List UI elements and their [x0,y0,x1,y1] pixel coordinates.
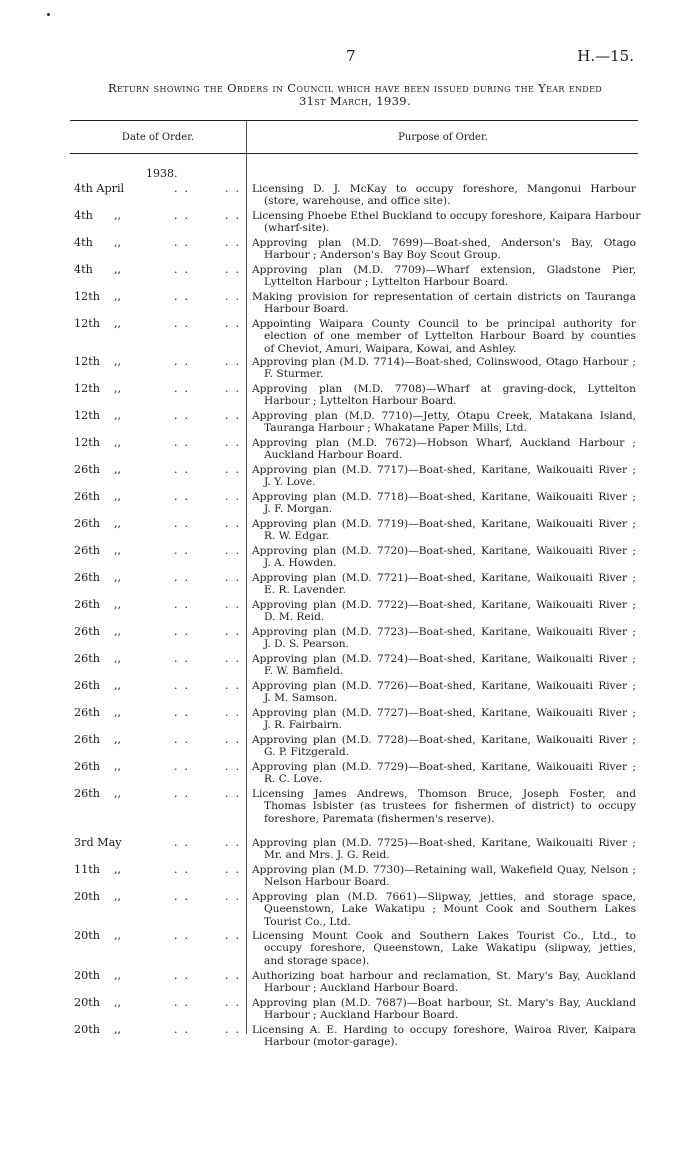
ditto-mark: ,, [114,625,121,638]
ditto-mark: ,, [114,679,121,692]
table-row [0,491,700,519]
ditto-mark: ,, [114,317,121,330]
leader-dots: .. [225,969,246,982]
top-rule [70,120,638,121]
order-date: 26th [74,625,100,638]
order-date: 11th [74,863,100,876]
document-reference: H.—15. [577,47,634,65]
table-row [0,572,700,600]
column-header-purpose: Purpose of Order. [398,132,488,143]
purpose-line: Licensing A. E. Harding to occupy foreshore, Wairoa River, Kaipara [252,1024,636,1036]
purpose-line: Thomas Isbister (as trustees for fishermen of district) to occupy [264,800,636,813]
ditto-mark: ,, [114,355,121,368]
table-row [0,264,700,292]
order-date: 4th [74,209,93,222]
order-purpose [252,788,636,825]
order-purpose [252,464,636,489]
leader-dots: .. [174,863,195,876]
purpose-line: Harbour ; Auckland Harbour Board. [264,1009,459,1022]
purpose-line: J. D. S. Pearson. [264,638,349,651]
table-row [0,787,700,825]
table-row [0,890,700,928]
order-date: 26th [74,571,100,584]
leader-dots: .. [225,290,246,303]
purpose-line: (store, warehouse, and office site). [264,195,451,208]
purpose-line: Harbour (motor-garage). [264,1036,398,1049]
ditto-mark: ,, [114,490,121,503]
purpose-line: Approving plan (M.D. 7661)—Slipway, jetties, and storage space, [252,891,636,903]
purpose-line: Approving plan (M.D. 7717)—Boat-shed, Karitane, Waikouaiti River ; [252,464,636,476]
order-date: 26th [74,679,100,692]
purpose-line: Approving plan (M.D. 7730)—Retaining wall, Wakefield Quay, Nelson ; [252,864,636,876]
order-date: 26th [74,490,100,503]
page-title [70,82,640,108]
order-date: 20th [74,1023,100,1036]
purpose-line: Harbour ; Auckland Harbour Board. [264,982,459,995]
ditto-mark: ,, [114,382,121,395]
table-row [0,183,700,211]
leader-dots: .. [174,544,195,557]
order-date: 26th [74,733,100,746]
leader-dots: .. [174,463,195,476]
purpose-line: J. R. Fairbairn. [264,719,343,732]
table-row [0,929,700,967]
table-row [0,356,700,384]
title-line-2: 31st March, 1939. [299,94,411,108]
leader-dots: .. [225,836,246,849]
order-purpose [252,599,636,624]
leader-dots: .. [225,236,246,249]
order-purpose [252,761,636,786]
leader-dots: .. [225,317,246,330]
purpose-line: election of one member of Lyttelton Harbour Board by counties [264,330,636,343]
purpose-line: Approving plan (M.D. 7718)—Boat-shed, Karitane, Waikouaiti River ; [252,491,636,503]
purpose-line: R. C. Love. [264,773,323,786]
purpose-line: Harbour ; Lyttelton Harbour Board. [264,395,457,408]
purpose-line: Approving plan (M.D. 7725)—Boat-shed, Karitane, Waikouaiti River ; [252,837,636,849]
order-date: 12th [74,290,100,303]
order-date: 26th [74,787,100,800]
purpose-line: E. R. Lavender. [264,584,346,597]
purpose-line: Making provision for representation of certain districts on Tauranga [252,291,636,303]
purpose-line: Licensing Mount Cook and Southern Lakes Tourist Co., Ltd., to [252,930,636,942]
leader-dots: .. [174,625,195,638]
table-row [0,518,700,546]
table-row [0,410,700,438]
leader-dots: .. [174,290,195,303]
order-purpose [252,410,636,435]
ditto-mark: ,, [114,263,121,276]
leader-dots: .. [174,929,195,942]
leader-dots: .. [174,733,195,746]
leader-dots: .. [174,436,195,449]
purpose-line: occupy foreshore, Queenstown, Lake Wakatipu (slipway, jetties, [264,942,636,955]
leader-dots: .. [174,787,195,800]
leader-dots: .. [174,490,195,503]
order-date: 26th [74,517,100,530]
purpose-line: Licensing James Andrews, Thomson Bruce, Joseph Foster, and [252,788,636,800]
leader-dots: .. [225,517,246,530]
leader-dots: .. [225,598,246,611]
purpose-line: Mr. and Mrs. J. G. Reid. [264,849,390,862]
purpose-line: Approving plan (M.D. 7708)—Wharf at graving-dock, Lyttelton [252,383,636,395]
purpose-line: Approving plan (M.D. 7723)—Boat-shed, Karitane, Waikouaiti River ; [252,626,636,638]
order-purpose [252,210,641,235]
order-date: 26th [74,544,100,557]
leader-dots: .. [225,409,246,422]
ditto-mark: ,, [114,209,121,222]
leader-dots: .. [225,490,246,503]
order-purpose [252,491,636,516]
leader-dots: .. [174,182,195,195]
purpose-line: Harbour Board. [264,303,349,316]
table-row [0,626,700,654]
order-purpose [252,291,636,316]
leader-dots: .. [225,787,246,800]
leader-dots: .. [174,969,195,982]
order-purpose [252,997,636,1022]
leader-dots: .. [225,996,246,1009]
purpose-line: Approving plan (M.D. 7687)—Boat harbour, St. Mary's Bay, Auckland [252,997,636,1009]
table-row [0,970,700,998]
purpose-line: D. M. Reid. [264,611,325,624]
order-purpose [252,734,636,759]
leader-dots: .. [174,706,195,719]
leader-dots: .. [225,544,246,557]
purpose-line: F. Sturmer. [264,368,324,381]
leader-dots: .. [225,382,246,395]
purpose-line: Approving plan (M.D. 7722)—Boat-shed, Karitane, Waikouaiti River ; [252,599,636,611]
leader-dots: .. [225,463,246,476]
ditto-mark: ,, [114,706,121,719]
purpose-line: Approving plan (M.D. 7720)—Boat-shed, Karitane, Waikouaiti River ; [252,545,636,557]
purpose-line: Approving plan (M.D. 7672)—Hobson Wharf, Auckland Harbour ; [252,437,636,449]
ditto-mark: ,, [114,929,121,942]
order-purpose [252,680,636,705]
purpose-line: Approving plan (M.D. 7721)—Boat-shed, Karitane, Waikouaiti River ; [252,572,636,584]
leader-dots: .. [174,355,195,368]
table-row [0,599,700,627]
table-row [0,545,700,573]
leader-dots: .. [174,571,195,584]
ditto-mark: ,, [114,1023,121,1036]
ditto-mark: ,, [114,890,121,903]
purpose-line: of Cheviot, Amuri, Waipara, Kowai, and Ashley. [264,342,517,355]
purpose-line: Approving plan (M.D. 7724)—Boat-shed, Karitane, Waikouaiti River ; [252,653,636,665]
purpose-line: Approving plan (M.D. 7726)—Boat-shed, Karitane, Waikouaiti River ; [252,680,636,692]
order-purpose [252,837,636,862]
order-date: 26th [74,706,100,719]
title-line-1: Return showing the Orders in Council which have been issued during the Year ended [107,81,603,95]
order-date: 4th [74,236,93,249]
table-row [0,837,700,865]
order-purpose [252,264,636,289]
purpose-line: Licensing D. J. McKay to occupy foreshore, Mangonui Harbour [252,183,636,195]
purpose-line: F. W. Bamfield. [264,665,344,678]
order-purpose [252,572,636,597]
purpose-line: Tourist Co., Ltd. [264,915,351,928]
leader-dots: .. [225,679,246,692]
ditto-mark: ,, [114,436,121,449]
purpose-line: Authorizing boat harbour and reclamation, St. Mary's Bay, Auckland [252,970,636,982]
leader-dots: .. [174,1023,195,1036]
order-date: 4th April [74,182,125,195]
purpose-line: foreshore, Paremata (fishermen's reserve). [264,812,495,825]
leader-dots: .. [174,209,195,222]
order-date: 4th [74,263,93,276]
order-date: 26th [74,652,100,665]
header-rule [70,153,638,154]
leader-dots: .. [225,625,246,638]
order-purpose [252,437,636,462]
ditto-mark: ,, [114,571,121,584]
purpose-line: J. Y. Love. [264,476,316,489]
ditto-mark: ,, [114,969,121,982]
purpose-line: Approving plan (M.D. 7728)—Boat-shed, Karitane, Waikouaiti River ; [252,734,636,746]
leader-dots: .. [225,929,246,942]
order-date: 12th [74,409,100,422]
purpose-line: Approving plan (M.D. 7719)—Boat-shed, Karitane, Waikouaiti River ; [252,518,636,530]
order-date: 20th [74,890,100,903]
leader-dots: .. [225,209,246,222]
ditto-mark: ,, [114,652,121,665]
purpose-line: G. P. Fitzgerald. [264,746,350,759]
purpose-line: Approving plan (M.D. 7714)—Boat-shed, Colinswood, Otago Harbour ; [252,356,636,368]
purpose-line: J. F. Morgan. [264,503,333,516]
order-date: 20th [74,929,100,942]
table-row [0,317,700,355]
table-row [0,383,700,411]
order-purpose [252,891,636,928]
column-header-date: Date of Order. [121,132,195,143]
order-date: 12th [74,436,100,449]
ditto-mark: ,, [114,598,121,611]
purpose-line: Approving plan (M.D. 7709)—Wharf extension, Gladstone Pier, [252,264,636,276]
leader-dots: .. [174,652,195,665]
table-row [0,734,700,762]
margin-mark [47,13,50,16]
leader-dots: .. [225,652,246,665]
leader-dots: .. [225,890,246,903]
ditto-mark: ,, [114,733,121,746]
order-date: 20th [74,996,100,1009]
leader-dots: .. [225,863,246,876]
order-purpose [252,318,636,355]
leader-dots: .. [225,436,246,449]
leader-dots: .. [174,890,195,903]
leader-dots: .. [225,263,246,276]
ditto-mark: ,, [114,787,121,800]
purpose-line: Lyttelton Harbour ; Lyttelton Harbour Board. [264,276,509,289]
purpose-line: Licensing Phoebe Ethel Buckland to occupy foreshore, Kaipara Harbour [252,210,641,222]
order-purpose [252,653,636,678]
leader-dots: .. [174,836,195,849]
ditto-mark: ,, [114,290,121,303]
order-purpose [252,545,636,570]
table-row [0,210,700,238]
leader-dots: .. [174,263,195,276]
purpose-line: Tauranga Harbour ; Whakatane Paper Mills, Ltd. [264,422,527,435]
order-date: 12th [74,382,100,395]
table-row [0,653,700,681]
table-row [0,237,700,265]
purpose-line: Nelson Harbour Board. [264,876,390,889]
table-row [0,761,700,789]
order-date: 3rd May [74,836,122,849]
purpose-line: Harbour ; Anderson's Bay Boy Scout Group. [264,249,501,262]
order-date: 12th [74,317,100,330]
table-row [0,437,700,465]
table-row [0,864,700,892]
purpose-line: Approving plan (M.D. 7727)—Boat-shed, Karitane, Waikouaiti River ; [252,707,636,719]
order-purpose [252,707,636,732]
order-purpose [252,1024,636,1049]
purpose-line: Queenstown, Lake Wakatipu ; Mount Cook and Southern Lakes [264,903,636,916]
leader-dots: .. [174,236,195,249]
order-purpose [252,383,636,408]
purpose-line: Auckland Harbour Board. [264,449,403,462]
order-purpose [252,864,636,889]
order-purpose [252,183,636,208]
leader-dots: .. [174,382,195,395]
order-purpose [252,970,636,995]
purpose-line: J. M. Samson. [264,692,338,705]
leader-dots: .. [225,1023,246,1036]
order-date: 12th [74,355,100,368]
purpose-line: and storage space). [264,954,370,967]
order-date: 26th [74,760,100,773]
table-row [0,707,700,735]
leader-dots: .. [225,733,246,746]
purpose-line: (wharf-site). [264,222,330,235]
ditto-mark: ,, [114,863,121,876]
table-row [0,997,700,1025]
table-row [0,680,700,708]
leader-dots: .. [174,679,195,692]
purpose-line: Approving plan (M.D. 7729)—Boat-shed, Karitane, Waikouaiti River ; [252,761,636,773]
purpose-line: Approving plan (M.D. 7710)—Jetty, Otapu Creek, Matakana Island, [252,410,636,422]
order-date: 20th [74,969,100,982]
leader-dots: .. [174,317,195,330]
purpose-line: Approving plan (M.D. 7699)—Boat-shed, Anderson's Bay, Otago [252,237,636,249]
year-label: 1938. [146,167,178,180]
leader-dots: .. [174,517,195,530]
purpose-line: R. W. Edgar. [264,530,330,543]
ditto-mark: ,, [114,996,121,1009]
leader-dots: .. [225,760,246,773]
leader-dots: .. [225,182,246,195]
page-number: 7 [346,47,356,65]
ditto-mark: ,, [114,409,121,422]
ditto-mark: ,, [114,760,121,773]
purpose-line: J. A. Howden. [264,557,337,570]
order-purpose [252,518,636,543]
table-row [0,1024,700,1052]
order-purpose [252,356,636,381]
leader-dots: .. [174,996,195,1009]
ditto-mark: ,, [114,544,121,557]
leader-dots: .. [174,409,195,422]
leader-dots: .. [174,760,195,773]
leader-dots: .. [174,598,195,611]
leader-dots: .. [225,706,246,719]
purpose-line: Appointing Waipara County Council to be principal authority for [252,318,636,330]
leader-dots: .. [225,355,246,368]
order-date: 26th [74,598,100,611]
ditto-mark: ,, [114,463,121,476]
order-purpose [252,626,636,651]
ditto-mark: ,, [114,517,121,530]
order-purpose [252,930,636,967]
leader-dots: .. [225,571,246,584]
order-purpose [252,237,636,262]
order-date: 26th [74,463,100,476]
table-row [0,464,700,492]
ditto-mark: ,, [114,236,121,249]
table-row [0,291,700,319]
